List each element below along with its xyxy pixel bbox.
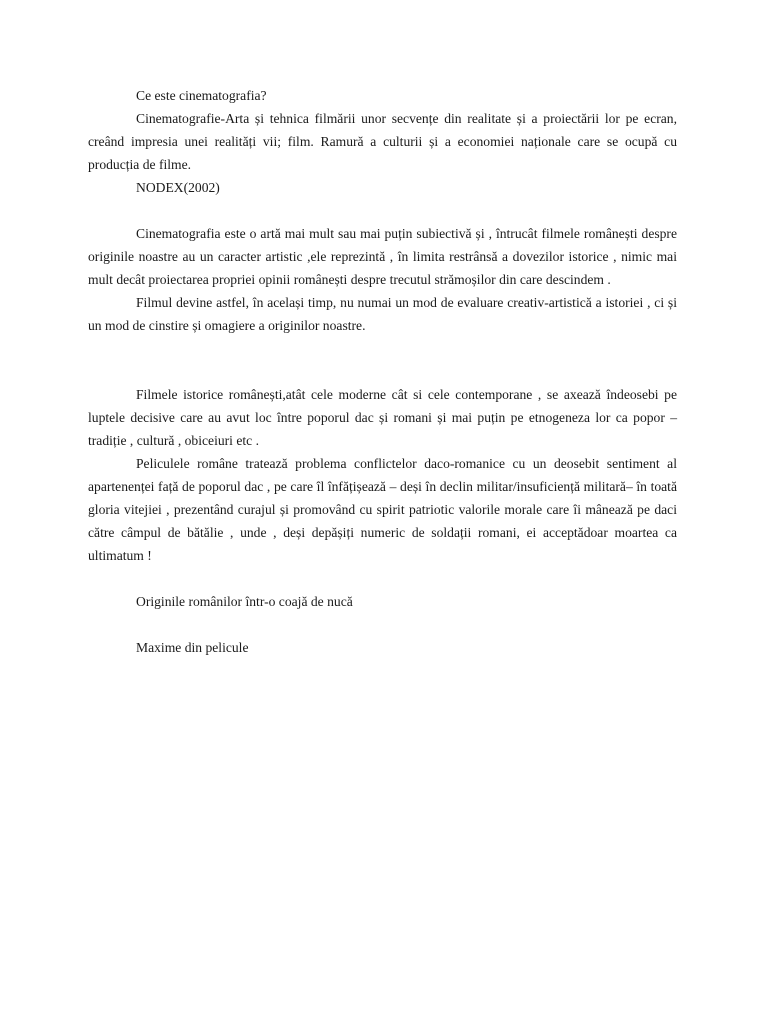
section-heading-maxims: Maxime din pelicule	[136, 640, 249, 655]
spacer	[88, 567, 677, 590]
document-body	[88, 84, 677, 659]
body-paragraph-4: Peliculele române tratează problema conflictelor daco-romanice cu un deosebit sentiment al apartenenței față de poporul dac , pe care îl înfățișează – deși în declin militar/insuficiență militară– în toată gloria vitejiei , prezentând curajul și promovând cu spirit patriotic valorile morale care îi mânează pe daci către câmpul de bătălie , unde , deși depășiți numeric de soldații romani, ei acceptădoar moartea ca ultimatum !	[88, 456, 677, 563]
spacer	[88, 337, 677, 383]
body-paragraph-1: Cinematografia este o artă mai mult sau mai puțin subiectivă și , întrucât filmele românești despre originile noastre au un caracter artistic ,ele reprezintă , în limita restrânsă a dovezilor istorice , nimic mai mult decât proiectarea propriei opinii românești despre trecutul strămoșilor din care descindem .	[88, 226, 677, 287]
definition-paragraph: Cinematografie-Arta și tehnica filmării unor secvențe din realitate și a proiectării lor pe ecran, creând impresia unei realități vii; film. Ramură a culturii și a economiei naționale care se ocupă cu producția de filme.	[88, 111, 677, 172]
heading-question: Ce este cinematografia?	[136, 88, 267, 103]
spacer	[88, 199, 677, 222]
section-heading-origins: Originile românilor într-o coajă de nucă	[136, 594, 353, 609]
spacer	[88, 613, 677, 636]
body-paragraph-2: Filmul devine astfel, în același timp, nu numai un mod de evaluare creativ-artistică a istoriei , ci și un mod de cinstire și omagiere a originilor noastre.	[88, 295, 677, 333]
body-paragraph-3: Filmele istorice românești,atât cele moderne cât si cele contemporane , se axează îndeosebi pe luptele decisive care au avut loc între poporul dac și romani și mai puțin pe etnogeneza lor ca popor – tradiție , cultură , obiceiuri etc .	[88, 387, 677, 448]
source-citation: NODEX(2002)	[136, 180, 220, 195]
